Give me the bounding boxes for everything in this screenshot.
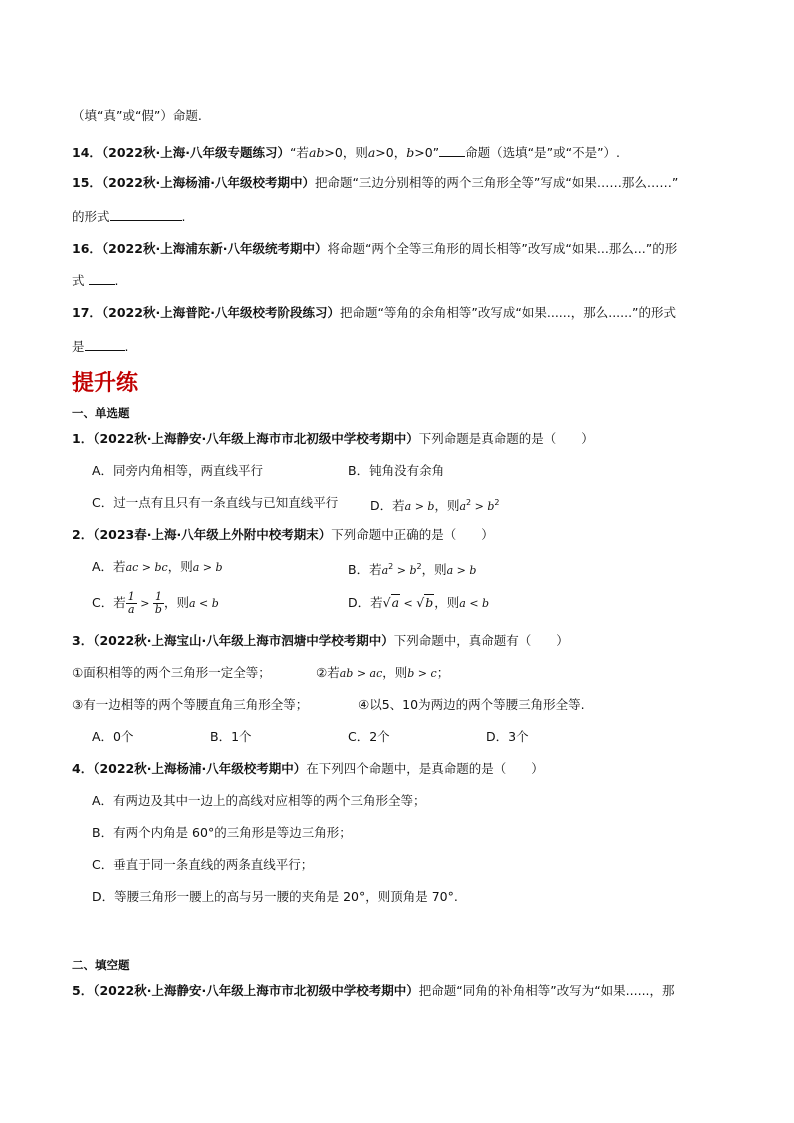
mc-question-1 xyxy=(72,430,594,448)
option-c[interactable]: C．2个 xyxy=(348,729,390,744)
question-17-line2 xyxy=(72,338,129,356)
fraction-numerator: 1 xyxy=(127,590,135,603)
mc-question-2 xyxy=(72,526,494,544)
question-number: 5． xyxy=(72,983,94,998)
option-c[interactable] xyxy=(92,588,219,619)
math-expr: ab > ac xyxy=(339,667,383,680)
math-op: < xyxy=(400,597,417,610)
math-var: a xyxy=(367,145,376,160)
mc-question-4 xyxy=(72,760,544,778)
question-text: 命题（选填“是”或“不是”）. xyxy=(465,145,621,160)
option-text: ，则 xyxy=(434,595,460,610)
question-text: >0， xyxy=(375,145,407,160)
option-b[interactable]: B．1个 xyxy=(210,729,252,744)
statement-4: ④以5、10为两边的两个等腰三角形全等. xyxy=(358,697,585,712)
option-c[interactable]: C．过一点有且只有一条直线与已知直线平行 xyxy=(92,495,339,510)
question-number: 2． xyxy=(72,527,94,542)
option-d[interactable]: D．等腰三角形一腰上的高与另一腰的夹角是 20°，则顶角是 70°. xyxy=(92,889,458,904)
question-text: “若 xyxy=(289,145,309,160)
math-var: a xyxy=(381,564,389,578)
question-number: 16． xyxy=(72,241,102,256)
option-text: A．若 xyxy=(92,559,126,574)
question-source: （2022秋·上海杨浦·八年级校考期中） xyxy=(93,761,307,776)
statement-text: ②若 xyxy=(316,665,340,680)
sqrt: √b xyxy=(416,595,434,610)
question-text: 的形式 xyxy=(72,209,110,224)
math-expr: b > c xyxy=(407,667,437,680)
option-text: D．若 xyxy=(370,498,405,514)
question-source: （2022秋·上海浦东新·八年级统考期中） xyxy=(101,241,328,256)
question-16 xyxy=(72,240,677,258)
math-expr: ac > bc xyxy=(125,561,168,574)
math-expr: a < b xyxy=(188,597,219,610)
section-title-single-choice: 一、单选题 xyxy=(72,406,130,420)
option-c[interactable]: C．垂直于同一条直线的两条直线平行； xyxy=(92,857,314,872)
math-expr: a > b xyxy=(446,564,477,578)
option-d[interactable] xyxy=(348,594,489,613)
answer-blank[interactable] xyxy=(85,338,125,351)
answer-blank[interactable] xyxy=(110,208,182,221)
question-15-line2 xyxy=(72,208,186,226)
radicand: a xyxy=(391,595,400,610)
question-number: 3． xyxy=(72,633,94,648)
question-text: 式 xyxy=(72,273,85,288)
option-a[interactable] xyxy=(92,558,223,577)
question-text: 把命题“等角的余角相等”改写成“如果......，那么......”的形式 xyxy=(339,305,677,320)
option-a[interactable]: A．有两边及其中一边上的高线对应相等的两个三角形全等； xyxy=(92,793,426,808)
option-d[interactable] xyxy=(370,494,499,516)
question-text: . xyxy=(114,273,119,288)
statement-3: ③有一边相等的两个等腰直角三角形全等； xyxy=(72,697,309,712)
question-text: . xyxy=(124,339,129,354)
math-expr: a > b xyxy=(192,561,223,574)
exponent: 2 xyxy=(466,498,472,507)
question-source: （2022秋·上海普陀·八年级校考阶段练习） xyxy=(101,305,340,320)
answer-blank[interactable] xyxy=(89,272,115,285)
section-heading: 提升练 xyxy=(72,371,139,396)
question-text: 是 xyxy=(72,339,85,354)
exponent: 2 xyxy=(388,562,394,571)
option-text: D．若 xyxy=(348,595,383,610)
question-text: 将命题“两个全等三角形的周长相等”改写成“如果...那么...”的形 xyxy=(327,241,678,256)
option-d[interactable]: D．3个 xyxy=(486,729,529,744)
math-var: a xyxy=(459,500,467,514)
math-var: b xyxy=(406,145,415,160)
option-b[interactable]: B．有两个内角是 60°的三角形是等边三角形； xyxy=(92,825,352,840)
question-source: （2022秋·上海静安·八年级上海市市北初级中学校考期中） xyxy=(93,983,419,998)
question-text: 把命题“三边分别相等的两个三角形全等”写成“如果……那么……” xyxy=(314,175,679,190)
prev-question-text: （填“真”或“假”）命题. xyxy=(72,108,202,123)
answer-blank[interactable] xyxy=(439,144,465,157)
fraction xyxy=(126,591,137,616)
fraction-denominator: b xyxy=(154,603,162,616)
question-16-line2 xyxy=(72,272,118,290)
math-var: ab xyxy=(308,145,325,160)
question-stem: 在下列四个命题中，是真命题的是（ ） xyxy=(306,761,544,776)
fill-question-5 xyxy=(72,982,675,1000)
statement-1: ①面积相等的两个三角形一定全等； xyxy=(72,665,271,680)
question-source: （2022秋·上海静安·八年级上海市市北初级中学校考期中） xyxy=(93,431,419,446)
question-number: 4． xyxy=(72,761,94,776)
option-text: ，则 xyxy=(167,559,193,574)
option-a[interactable]: A．0个 xyxy=(92,729,134,744)
option-b[interactable] xyxy=(348,558,476,580)
math-expr: a < b xyxy=(459,597,490,610)
question-17 xyxy=(72,304,676,322)
sqrt: √a xyxy=(382,595,400,610)
radicand: b xyxy=(425,595,434,610)
question-source: （2022秋·上海宝山·八年级上海市泗塘中学校考期中） xyxy=(93,633,394,648)
option-text: C．若 xyxy=(92,595,126,610)
question-source: （2022秋·上海杨浦·八年级校考期中） xyxy=(101,175,315,190)
option-text: ，则 xyxy=(421,562,447,578)
question-source: （2023春·上海·八年级上外附中校考期末） xyxy=(93,527,332,542)
question-stem: 下列命题中正确的是（ ） xyxy=(331,527,494,542)
question-text: 把命题“同角的补角相等”改写为“如果......，那 xyxy=(418,983,675,998)
exponent: 2 xyxy=(494,498,500,507)
option-text: ，则 xyxy=(434,498,460,514)
exponent: 2 xyxy=(416,562,422,571)
question-14 xyxy=(72,144,620,162)
question-number: 17． xyxy=(72,305,102,320)
question-text: . xyxy=(181,209,186,224)
statement-text: ，则 xyxy=(382,665,408,680)
section-title-fill-blank: 二、填空题 xyxy=(72,958,130,972)
question-number: 14． xyxy=(72,145,102,160)
mc-question-3 xyxy=(72,632,569,650)
option-a[interactable]: A．同旁内角相等，两直线平行 xyxy=(92,463,264,478)
option-text: ，则 xyxy=(163,595,189,610)
question-text: >0” xyxy=(414,145,440,160)
question-number: 15． xyxy=(72,175,102,190)
math-op: > xyxy=(136,597,153,610)
question-stem: 下列命题是真命题的是（ ） xyxy=(418,431,594,446)
prev-question-tail xyxy=(72,107,202,125)
statement-text: ； xyxy=(436,665,450,680)
math-expr: > b xyxy=(393,564,417,578)
option-b[interactable]: B．钝角没有余角 xyxy=(348,463,445,478)
question-source: （2022秋·上海·八年级专题练习） xyxy=(101,145,290,160)
statement-2 xyxy=(316,664,449,683)
question-15 xyxy=(72,174,678,192)
question-stem: 下列命题中，真命题有（ ） xyxy=(393,633,569,648)
fraction-numerator: 1 xyxy=(154,590,162,603)
math-expr: > b xyxy=(471,500,495,514)
fraction xyxy=(153,591,164,616)
question-number: 1． xyxy=(72,431,94,446)
option-text: B．若 xyxy=(348,562,382,578)
question-text: >0，则 xyxy=(324,145,368,160)
fraction-denominator: a xyxy=(127,603,135,616)
math-expr: a > b xyxy=(404,500,435,514)
